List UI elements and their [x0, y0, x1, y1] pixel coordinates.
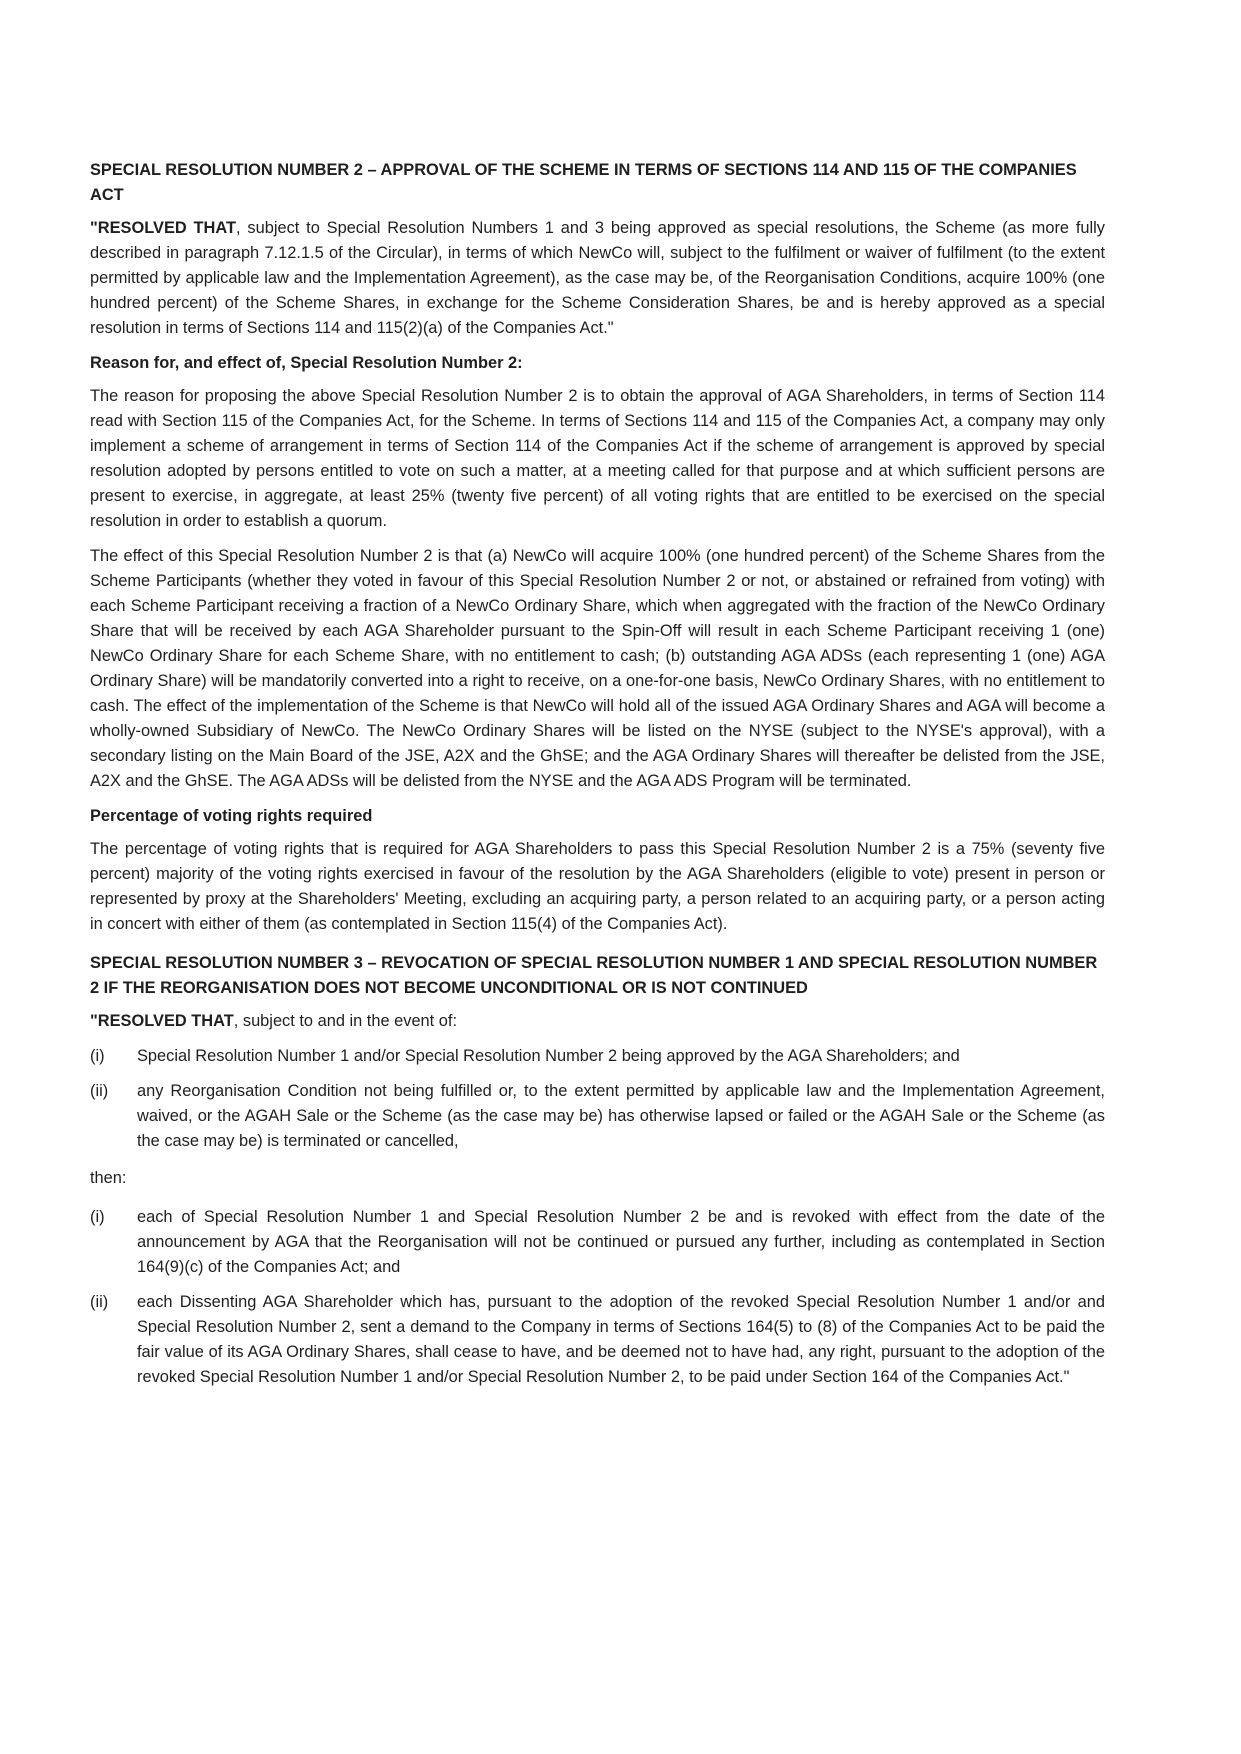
sr3-conditions-list [90, 1044, 1105, 1154]
sr2-resolution [90, 216, 1105, 341]
sr3-heading: SPECIAL RESOLUTION NUMBER 3 – REVOCATION OF SPECIAL RESOLUTION NUMBER 1 AND SPECIAL RESOLUTION NUMBER 2 IF THE REORGANISATION DOES NOT BECOME UNCONDITIONAL OR IS NOT CONTINUED [90, 954, 1098, 997]
sr2-resolution-text: , subject to Special Resolution Numbers 1 and 3 being approved as special resolutions, the Scheme (as more fully described in paragraph 7.12.1.5 of the Circular), in terms of which NewCo will, subject to the fulfilment or waiver of fulfilment (to the extent permitted by applicable law and the Implementation Agreement), as the case may be, of the Reorganisation Conditions, acquire 100% (one hundred percent) of the Scheme Shares, in exchange for the Scheme Consideration Shares, be and is hereby approved as a special resolution in terms of Sections 114 and 115(2)(a) of the Companies Act." [90, 219, 1105, 337]
list-item [90, 1079, 1105, 1154]
list-item [90, 1290, 1105, 1390]
list-item [90, 1044, 1105, 1069]
list-text: each of Special Resolution Number 1 and Special Resolution Number 2 be and is revoked with effect from the date of the announcement by AGA that the Reorganisation will not be continued or pursued any further, including as contemplated in Section 164(9)(c) of the Companies Act; and [137, 1208, 1105, 1276]
sr2-effect-text: The effect of this Special Resolution Number 2 is that (a) NewCo will acquire 100% (one hundred percent) of the Scheme Shares from the Scheme Participants (whether they voted in favour of this Special Resolution Number 2 or not, or abstained or refrained from voting) with each Scheme Participant receiving a fraction of a NewCo Ordinary Share, which when aggregated with the fraction of the NewCo Ordinary Share that will be received by each AGA Shareholder pursuant to the Spin-Off will result in each Scheme Participant receiving 1 (one) NewCo Ordinary Share for each Scheme Share, with no entitlement to cash; (b) outstanding AGA ADSs (each representing 1 (one) AGA Ordinary Share) will be mandatorily converted into a right to receive, on a one-for-one basis, NewCo Ordinary Shares, with no entitlement to cash. The effect of the implementation of the Scheme is that NewCo will hold all of the issued AGA Ordinary Shares and AGA will become a wholly-owned Subsidiary of NewCo. The NewCo Ordinary Shares will be listed on the NYSE (subject to the NYSE's approval), with a secondary listing on the Main Board of the JSE, A2X and the GhSE; and the AGA Ordinary Shares will thereafter be delisted from the JSE, A2X and the GhSE. The AGA ADSs will be delisted from the NYSE and the AGA ADS Program will be terminated. [90, 547, 1105, 790]
sr2-resolved-label: "RESOLVED THAT [90, 219, 237, 237]
sr3-resolved-label: "RESOLVED THAT [90, 1012, 234, 1030]
sr2-reason-text: The reason for proposing the above Special Resolution Number 2 is to obtain the approval of AGA Shareholders, in terms of Section 114 read with Section 115 of the Companies Act, for the Scheme. In terms of Sections 114 and 115 of the Companies Act, a company may only implement a scheme of arrangement in terms of Section 114 of the Companies Act if the scheme of arrangement is approved by special resolution adopted by persons entitled to vote on such a matter, at a meeting called for that purpose and at which sufficient persons are present to exercise, in aggregate, at least 25% (twenty five percent) of all voting rights that are entitled to be exercised on the special resolution in order to establish a quorum. [90, 387, 1105, 530]
sr3-resolution [90, 1009, 1105, 1034]
sr2-voting-heading: Percentage of voting rights required [90, 807, 373, 825]
list-text: any Reorganisation Condition not being fulfilled or, to the extent permitted by applicable law and the Implementation Agreement, waived, or the AGAH Sale or the Scheme (as the case may be) has otherwise lapsed or failed or the AGAH Sale or the Scheme (as the case may be) is terminated or cancelled, [137, 1082, 1105, 1150]
sr2-heading: SPECIAL RESOLUTION NUMBER 2 – APPROVAL OF THE SCHEME IN TERMS OF SECTIONS 114 AND 115 OF THE COMPANIES ACT [90, 161, 1077, 204]
list-marker: (ii) [90, 1082, 109, 1100]
list-marker: (ii) [90, 1293, 109, 1311]
list-item [90, 1205, 1105, 1280]
list-text: each Dissenting AGA Shareholder which has, pursuant to the adoption of the revoked Special Resolution Number 1 and/or and Special Resolution Number 2, sent a demand to the Company in terms of Sections 164(5) to (8) of the Companies Act to be paid the fair value of its AGA Ordinary Shares, shall cease to have, and be deemed not to have had, any right, pursuant to the adoption of the revoked Special Resolution Number 1 and/or Special Resolution Number 2, to be paid under Section 164 of the Companies Act." [137, 1293, 1105, 1386]
then-label: then: [90, 1169, 127, 1187]
list-marker: (i) [90, 1208, 105, 1226]
sr3-resolution-intro: , subject to and in the event of: [233, 1012, 458, 1030]
document-page [90, 158, 1105, 1400]
sr2-reason-heading: Reason for, and effect of, Special Resolution Number 2: [90, 354, 523, 372]
list-marker: (i) [90, 1047, 105, 1065]
sr2-voting-text: The percentage of voting rights that is required for AGA Shareholders to pass this Special Resolution Number 2 is a 75% (seventy five percent) majority of the voting rights exercised in favour of the resolution by the AGA Shareholders (eligible to vote) present in person or represented by proxy at the Shareholders' Meeting, excluding an acquiring party, a person related to an acquiring party, or a person acting in concert with either of them (as contemplated in Section 115(4) of the Companies Act). [90, 840, 1105, 933]
sr3-outcomes-list [90, 1205, 1105, 1390]
list-text: Special Resolution Number 1 and/or Special Resolution Number 2 being approved by the AGA Shareholders; and [137, 1047, 960, 1065]
